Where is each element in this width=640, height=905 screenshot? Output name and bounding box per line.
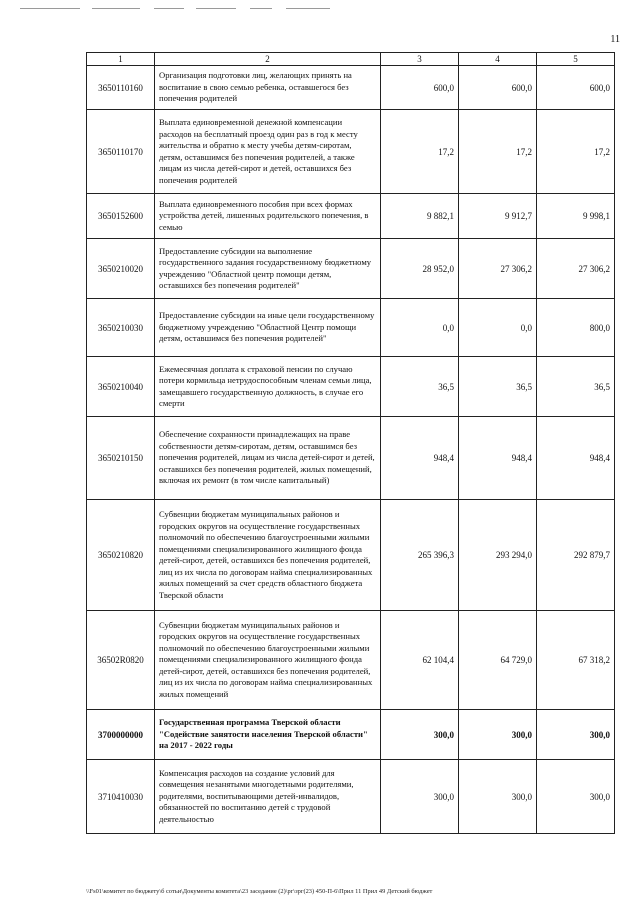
table-row	[87, 760, 615, 834]
row-value-5: 17,2	[537, 110, 615, 194]
row-value-3: 600,0	[381, 66, 459, 110]
row-value-4: 293 294,0	[459, 500, 537, 611]
row-value-5: 948,4	[537, 417, 615, 500]
column-header: 5	[537, 53, 615, 66]
table-row	[87, 239, 615, 299]
row-value-5: 300,0	[537, 760, 615, 834]
table-row	[87, 611, 615, 710]
row-description: Выплата единовременной денежной компенсации расходов на бесплатный проезд один раз в год к месту жительства и обратно к месту учебы детям-сиротам, детям, оставшимся без попечения родителей, а также лицам из числа детей-сирот и детей, оставшихся без попечения родителей	[155, 110, 381, 194]
table-row	[87, 66, 615, 110]
row-value-4: 300,0	[459, 760, 537, 834]
row-code: 3650210820	[87, 500, 155, 611]
row-value-3: 0,0	[381, 299, 459, 357]
row-value-3: 28 952,0	[381, 239, 459, 299]
row-code: 3650110170	[87, 110, 155, 194]
column-header: 2	[155, 53, 381, 66]
row-code: 3650210030	[87, 299, 155, 357]
row-code: 3650210020	[87, 239, 155, 299]
row-description: Субвенции бюджетам муниципальных районов и городских округов на осуществление государственных полномочий по обеспечению благоустроенными жилыми помещениями специализированного жилищного фонда детей-сирот, детей, оставшихся без попечения родителей, лиц из их числа по договорам найма специализированных жилых помещений	[155, 611, 381, 710]
table-row	[87, 110, 615, 194]
row-code: 3650210150	[87, 417, 155, 500]
row-description: Предоставление субсидии на иные цели государственному бюджетному учреждению "Областной Центр помощи детям, оставшимся без попечения родителей"	[155, 299, 381, 357]
row-value-3: 62 104,4	[381, 611, 459, 710]
row-value-4: 0,0	[459, 299, 537, 357]
scan-artifact-line	[20, 8, 330, 9]
budget-table	[86, 52, 615, 834]
row-value-5: 36,5	[537, 357, 615, 417]
row-value-4: 600,0	[459, 66, 537, 110]
row-code: 3710410030	[87, 760, 155, 834]
row-code: 3700000000	[87, 710, 155, 760]
row-code: 3650210040	[87, 357, 155, 417]
row-value-4: 64 729,0	[459, 611, 537, 710]
page-number: 11	[610, 34, 620, 45]
table-header-row	[87, 53, 615, 66]
row-value-3: 36,5	[381, 357, 459, 417]
row-value-3: 265 396,3	[381, 500, 459, 611]
row-value-5: 300,0	[537, 710, 615, 760]
row-value-5: 9 998,1	[537, 194, 615, 239]
row-value-4: 300,0	[459, 710, 537, 760]
table-row	[87, 299, 615, 357]
file-path-footer: \\Fs01\комитет по бюджету\б сотьи\Документы комитета\23 заседание (2)\рг\зрг(23) 450-П-6\Прил 11 Прил 49 Детский бюджет	[86, 888, 433, 895]
row-value-3: 948,4	[381, 417, 459, 500]
row-description: Субвенции бюджетам муниципальных районов и городских округов на осуществление государственных полномочий по обеспечению благоустроенными жилыми помещениями специализированного жилищного фонда детей-сирот, детей, оставшихся без попечения родителей, лиц из их числа по договорам найма специализированных жилых помещений за счет средств областного бюджета Тверской области	[155, 500, 381, 611]
row-value-3: 17,2	[381, 110, 459, 194]
row-description: Обеспечение сохранности принадлежащих на праве собственности детям-сиротам, детям, оставшимся без попечения родителей, лицам из числа детей-сирот и детей, оставшихся без попечения родителей, жилых помещений, включая их ремонт (в том числе капитальный)	[155, 417, 381, 500]
column-header: 1	[87, 53, 155, 66]
table-row	[87, 710, 615, 760]
row-value-4: 27 306,2	[459, 239, 537, 299]
row-value-3: 9 882,1	[381, 194, 459, 239]
row-value-5: 67 318,2	[537, 611, 615, 710]
row-value-3: 300,0	[381, 760, 459, 834]
row-value-5: 292 879,7	[537, 500, 615, 611]
table-row	[87, 500, 615, 611]
column-header: 3	[381, 53, 459, 66]
row-description: Государственная программа Тверской области "Содействие занятости населения Тверской области" на 2017 - 2022 годы	[155, 710, 381, 760]
row-description: Компенсация расходов на создание условий для совмещения незанятыми многодетными родителями, родителями, воспитывающими детей-инвалидов, обязанностей по воспитанию детей с трудовой деятельностью	[155, 760, 381, 834]
row-value-4: 36,5	[459, 357, 537, 417]
row-value-5: 27 306,2	[537, 239, 615, 299]
row-description: Организация подготовки лиц, желающих принять на воспитание в свою семью ребенка, оставшегося без попечения родителей	[155, 66, 381, 110]
row-code: 36502R0820	[87, 611, 155, 710]
table-row	[87, 417, 615, 500]
row-code: 3650152600	[87, 194, 155, 239]
row-description: Выплата единовременного пособия при всех формах устройства детей, лишенных родительского попечения, в семью	[155, 194, 381, 239]
row-description: Ежемесячная доплата к страховой пенсии по случаю потери кормильца нетрудоспособным членам семьи лица, замещавшего государственную должность, в случае его смерти	[155, 357, 381, 417]
row-value-5: 600,0	[537, 66, 615, 110]
row-value-4: 948,4	[459, 417, 537, 500]
row-value-4: 17,2	[459, 110, 537, 194]
row-value-5: 800,0	[537, 299, 615, 357]
table-row	[87, 194, 615, 239]
table-row	[87, 357, 615, 417]
row-value-3: 300,0	[381, 710, 459, 760]
row-description: Предоставление субсидии на выполнение государственного задания государственному бюджетному учреждению "Областной центр помощи детям, оставшихся без попечения родителей"	[155, 239, 381, 299]
row-value-4: 9 912,7	[459, 194, 537, 239]
column-header: 4	[459, 53, 537, 66]
row-code: 3650110160	[87, 66, 155, 110]
